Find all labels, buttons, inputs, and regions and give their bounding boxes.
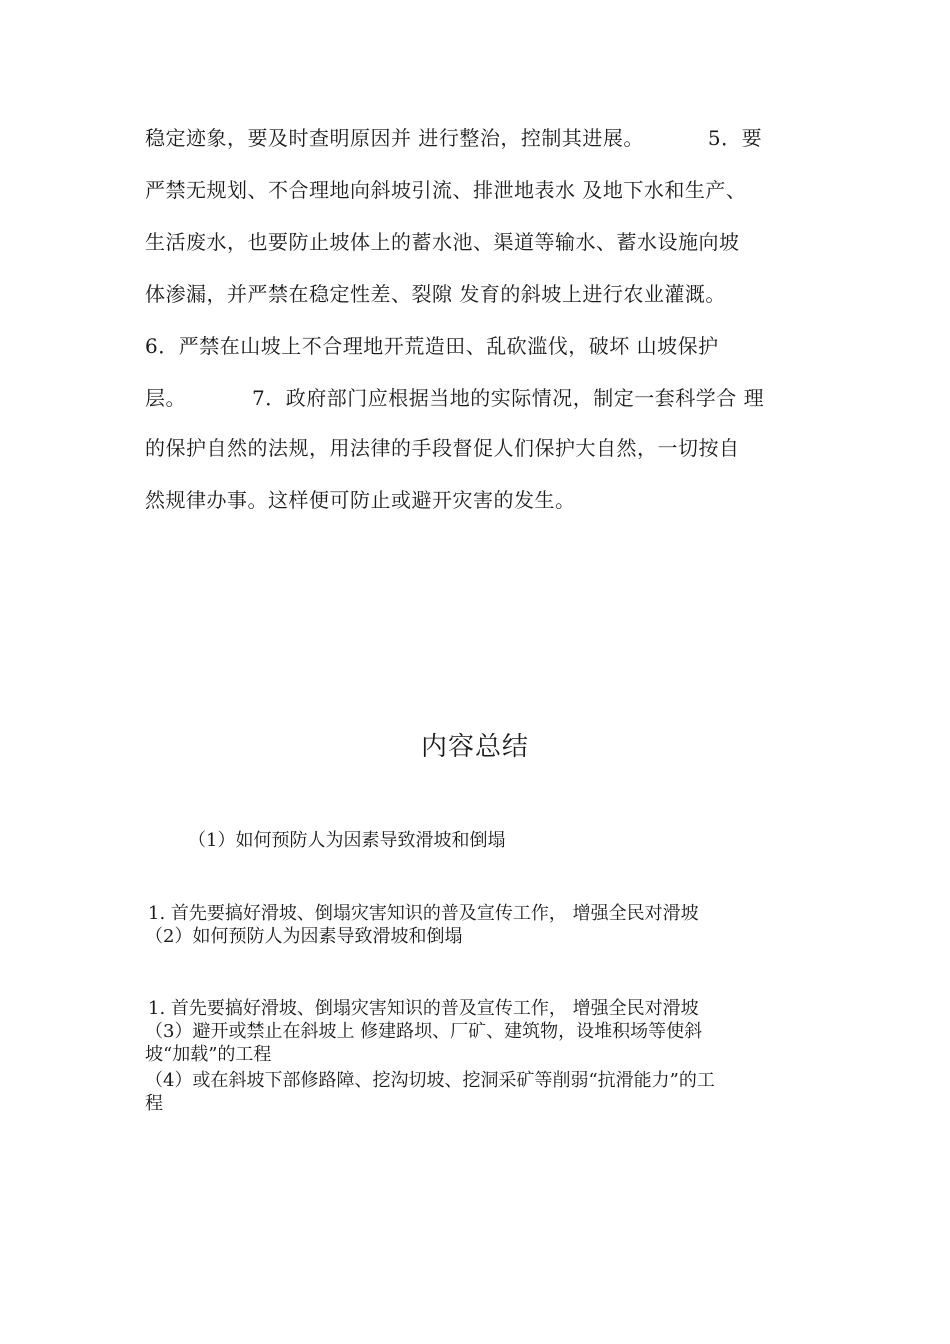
summary-title: 内容总结 [420,732,529,762]
summary-item-1: （1）如何预防人为因素导致滑坡和倒塌 [188,830,506,851]
body-text: 生活废水，也要防止坡体上的蓄水池、渠道等输水、蓄水设施向坡 [145,230,740,254]
summary-item-4: （4）或在斜坡下部修路障、挖沟切坡、挖洞采矿等削弱“抗滑能力”的工 [145,1070,715,1091]
body-line-6 [145,384,825,412]
body-text: 7．政府部门应根据当地的实际情况，制定一套科学合 理 [252,386,765,410]
body-text: 5．要 [707,126,763,150]
summary-item-3: （3）避开或禁止在斜坡上 修建路坝、厂矿、建筑物，设堆积场等使斜 [145,1021,703,1042]
body-line-1 [145,124,825,152]
body-text: 6．严禁在山坡上不合理地开荒造田、乱砍滥伐，破坏 山坡保护 [145,334,719,358]
body-line-5 [145,332,825,360]
body-line-3 [145,228,825,256]
summary-item-3-cont: 坡“加载”的工程 [145,1044,272,1065]
summary-line: 1. 首先要搞好滑坡、倒塌灾害知识的普及宣传工作， 增强全民对滑坡 [148,903,699,924]
body-line-2 [145,176,825,204]
body-text: 的保护自然的法规，用法律的手段督促人们保护大自然，一切按自 [145,436,740,460]
body-text: 体渗漏，并严禁在稳定性差、裂隙 发育的斜坡上进行农业灌溉。 [145,282,726,306]
body-text: 然规律办事。这样便可防止或避开灾害的发生。 [145,488,576,512]
body-line-7 [145,434,825,462]
body-text: 稳定迹象，要及时查明原因并 进行整治，控制其进展。 [145,126,644,150]
body-text: 层。 [145,386,186,410]
summary-line: 1. 首先要搞好滑坡、倒塌灾害知识的普及宣传工作， 增强全民对滑坡 [148,998,699,1019]
body-line-8 [145,486,825,514]
body-text: 严禁无规划、不合理地向斜坡引流、排泄地表水 及地下水和生产、 [145,178,747,202]
body-line-4 [145,280,825,308]
summary-item-4-cont: 程 [145,1093,163,1114]
summary-item-2: （2）如何预防人为因素导致滑坡和倒塌 [145,926,463,947]
